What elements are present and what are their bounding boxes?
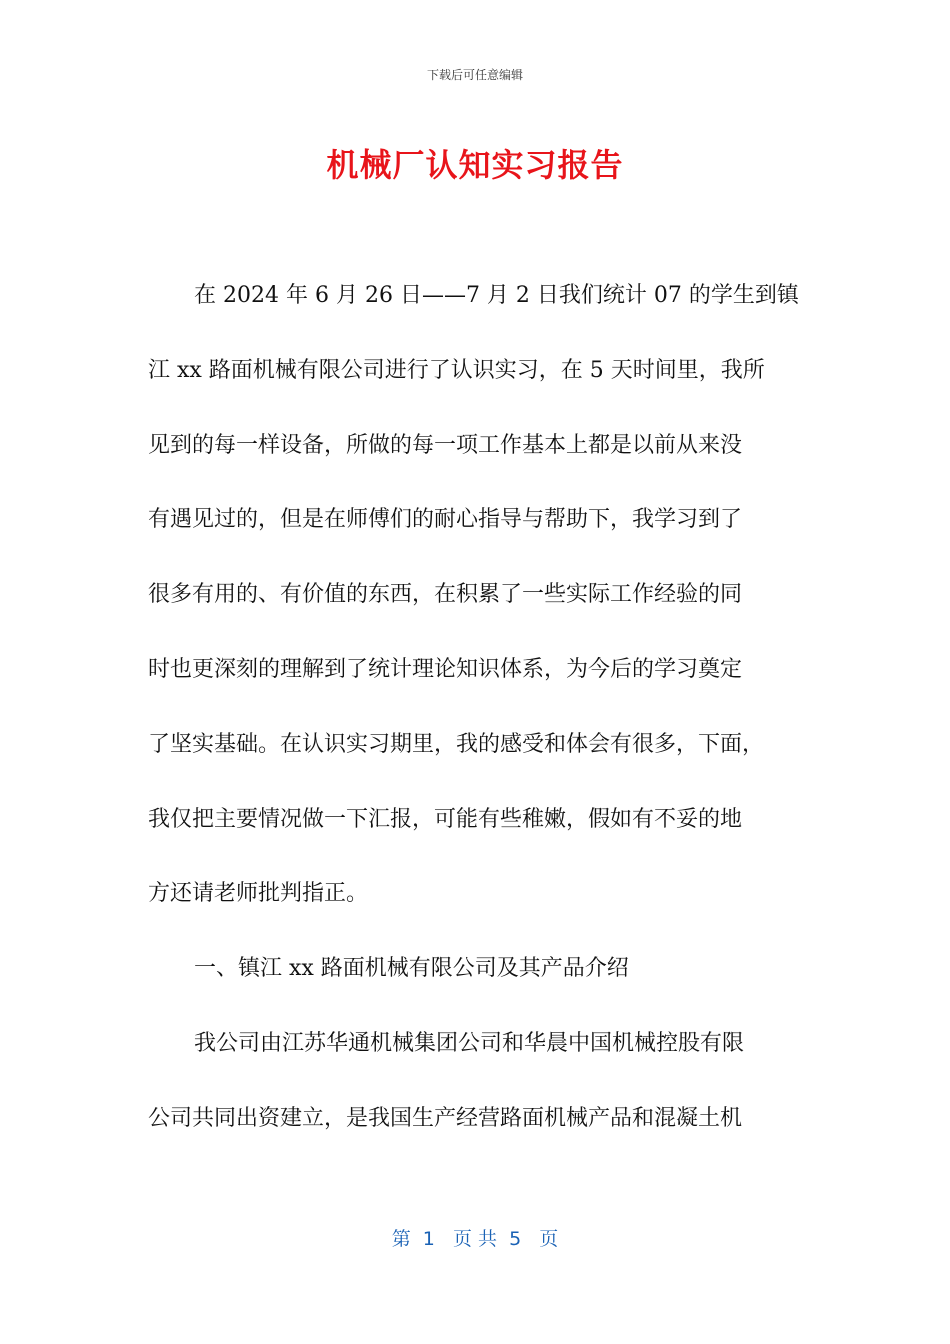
document-body [148, 276, 802, 1174]
paragraph-line: 了坚实基础。在认识实习期里，我的感受和体会有很多，下面， [148, 731, 765, 757]
paragraph-line: 有遇见过的，但是在师傅们的耐心指导与帮助下，我学习到了 [148, 507, 743, 533]
paragraph-line: 我仅把主要情况做一下汇报，可能有些稚嫩，假如有不妥的地 [148, 806, 743, 832]
paragraph-line: 很多有用的、有价值的东西，在积累了一些实际工作经验的同 [148, 582, 743, 608]
document-title: 机械厂认知实习报告 [326, 146, 624, 184]
paragraph-line: 时也更深刻的理解到了统计理论知识体系，为今后的学习奠定 [148, 656, 743, 682]
paragraph-line: 方还请老师批判指正。 [148, 881, 369, 907]
paragraph-line: 公司共同出资建立，是我国生产经营路面机械产品和混凝土机 [148, 1105, 743, 1131]
page-number-footer: 第 1 页 共 5 页 [391, 1228, 559, 1250]
paragraph-line: 在 2024 年 6 月 26 日——7 月 2 日我们统计 07 的学生到镇 [194, 283, 799, 308]
paragraph-line: 江 xx 路面机械有限公司进行了认识实习，在 5 天时间里，我所 [148, 357, 765, 383]
paragraph-line: 我公司由江苏华通机械集团公司和华晨中国机械控股有限 [194, 1030, 745, 1056]
section-heading: 一、镇江 xx 路面机械有限公司及其产品介绍 [194, 956, 629, 982]
paragraph-line: 见到的每一样设备，所做的每一项工作基本上都是以前从来没 [148, 432, 743, 458]
header-note: 下载后可任意编辑 [426, 68, 523, 82]
